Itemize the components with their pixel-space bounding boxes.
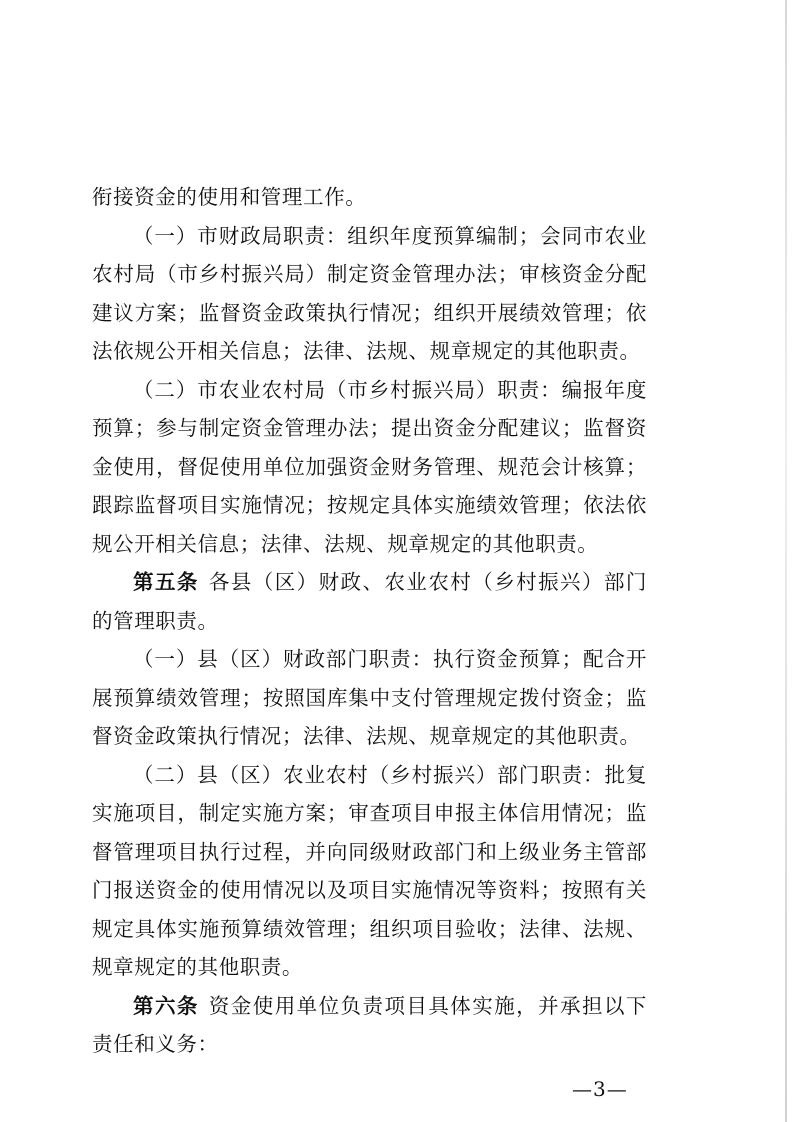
article-five xyxy=(92,563,647,640)
paragraph-text: （二）县（区）农业农村（乡村振兴）部门职责：批复实施项目，制定实施方案；审查项目申报主体信用情况；监督管理项目执行过程，并向同级财政部门和上级业务主管部门报送资金的使用情况以及项目实施情况等资料；按照有关规定具体实施预算绩效管理；组织项目验收；法律、法规、规章规定的其他职责。 xyxy=(92,762,647,979)
paragraph-city-finance-duties xyxy=(92,217,647,371)
paragraph-text: 各县（区）财政、农业农村（乡村振兴）部门的管理职责。 xyxy=(92,570,647,633)
paragraph-text: 衔接资金的使用和管理工作。 xyxy=(92,185,367,209)
document-body xyxy=(92,178,647,1064)
paragraph-text: （一）市财政局职责：组织年度预算编制；会同市农业农村局（市乡村振兴局）制定资金管理办法；审核资金分配建议方案；监督资金政策执行情况；组织开展绩效管理；依法依规公开相关信息；法律、法规、规章规定的其他职责。 xyxy=(92,223,647,363)
page-edge-shadow xyxy=(785,0,787,1122)
paragraph-city-agriculture-duties xyxy=(92,371,647,564)
page-number: —3— xyxy=(572,1077,628,1101)
paragraph-continuation xyxy=(92,178,647,217)
paragraph-text: （二）市农业农村局（市乡村振兴局）职责：编报年度预算；参与制定资金管理办法；提出资金分配建议；监督资金使用，督促使用单位加强资金财务管理、规范会计核算；跟踪监督项目实施情况；按规定具体实施绩效管理；依法依规公开相关信息；法律、法规、规章规定的其他职责。 xyxy=(92,377,647,556)
article-heading: 第五条 xyxy=(133,570,199,594)
paragraph-text: 资金使用单位负责项目具体实施，并承担以下责任和义务： xyxy=(92,993,647,1056)
paragraph-county-finance-duties xyxy=(92,640,647,756)
paragraph-text: （一）县（区）财政部门职责：执行资金预算；配合开展预算绩效管理；按照国库集中支付管理规定拨付资金；监督资金政策执行情况；法律、法规、规章规定的其他职责。 xyxy=(92,647,647,748)
article-six xyxy=(92,987,647,1064)
paragraph-county-agriculture-duties xyxy=(92,756,647,987)
article-heading: 第六条 xyxy=(133,993,199,1018)
